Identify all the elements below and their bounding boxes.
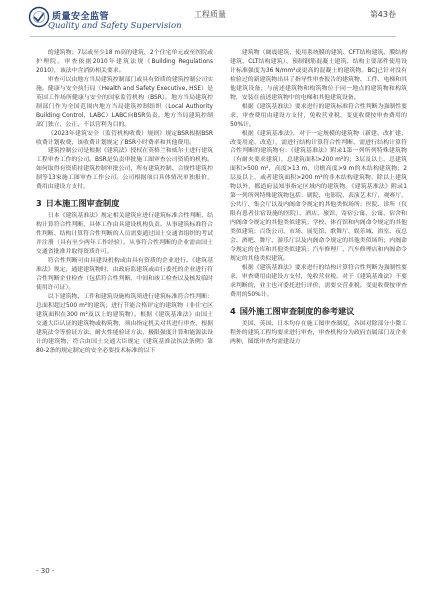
body-paragraph: 以下建筑物、工件和建筑设施构筑须进行建筑标准符合性判断：总面积超过500 m²的建筑；进行节能合格评定的建筑物（非住宅区建筑面积在300 m²及以上的建筑物）。根据《建筑基准法》由国土交通大臣认证的建筑物或构筑物，须由指定机关对其进行审查，根据建筑法令等验证方法、耐火性能验证方法、极限强度计算和能源法设计的建筑物，符合由国土交通大臣规定《建筑基准法执法条例》第80-2条的规定制定的安全必要技术标准的以下 [36,293,213,354]
body-paragraph: 的建筑物；7层或至少18 m高的建筑，2个住宅单元或至医院或护理院。审查依据2010年建筑法规《Building Regulations 2010》，该法中含消防相关要求。 [36,50,213,74]
body-paragraph: 建筑物（阔震建筑、使用系统膜的建筑、CFT结构建筑、膜结构建筑、CLT结构建筑）、预制钢筋混凝土建筑、结构主要部件使用设计标准强度为36 N/mm²或更高的混凝土的建筑物。BCJ已针对没有检验过的新建筑物出具了指导性审查报告的建筑物、工件、电梯和其他建筑设备；与前述建筑物和构筑物位于同一地点的建筑物和构筑物，安装在前述建筑物中的电梯和其他建筑设备。 [230,50,407,101]
body-paragraph: 日本《建筑基准法》规定相关建筑应进行建筑标准合性判断、结构计算符合性判断，具体工作由具建设机构负责。从事建筑标准符合性判断、结构计算符合性判断的人员需要通过国土交通省组织的考试并注册（具有至少两年工作经验）。从事符合性判断的企业需由国土交通省批准并取得资质许可。 [36,213,213,256]
section-number: 3 [36,198,42,209]
journal-logo-icon [28,6,50,28]
body-paragraph: 《2023年建筑安全（监管机构收费）规则》规定BSR根据BSR收费计划收费，该收费计划规定了BSR小时费率和其他费用。 [36,130,213,146]
volume-number: 第43卷 [369,10,396,19]
body-paragraph: 根据《建筑基准法》，对于一定规模的建筑物（新建、改扩建、改变用途、改造），需进行结构计算符合性判断。需进行结构计算符合性判断的建筑物有：《建筑基准法》附录1第一列所列特殊建筑物（有耐火要求建筑），总建筑面积>200 m²的；3层及以上，总建筑面积>500 m²，高度>13 m，房檐高度>9 m的木结构建筑物；2层及以上，或者建筑面积>200 m²的非木结构建筑物。除以上建筑物以外，都道府县知事指定区域内的建筑物。《建筑基准法》附录1第一列所列特殊建筑物包括：剧院、电影院、表演艺术厅、观赛厅、公共厅、集会厅以及内阁命令规定的其他类似场所；医院、诊所（仅限有患者住宿设施的医院）、酒店、旅馆、寄宿公寓、公寓、宿舍和内阁命令规定的其他类似建筑；学校、体育馆和内阁命令规定的其他类似建筑；百货公司、市场、展览馆、歌舞厅、娱乐城、浴室、夜总会、酒吧、舞厅、游乐厅以及内阁命令规定的其他类似场所；内阁命令规定的仓库和其他类似建筑；汽车修理厂、汽车修理店和内阁命令规定的其他类似建筑。 [230,130,407,262]
body-paragraph: 符合性判断可由具建设机构或由具有资质的企业进行。《建筑基准法》规定，通建建筑物时，由政府监建筑或由行委托的企业进行符合性判断企业检查（包括符合性判断、中间和竣工检查以及核发临时使用许可证）。 [36,258,213,291]
section-number: 4 [230,305,236,316]
page-number: - 30 - [36,567,55,575]
journal-title-chinese: 质量安全监管 [52,12,110,22]
left-text-column [36,49,213,356]
body-paragraph: 根据《建筑基准法》要求进行的建筑标准符合性判断为强制性要求，审查费用由建设方支付，免收营业税，变更收费按审查费用的50%计。 [230,103,407,128]
section-heading-text: 日本施工图审查制度 [45,198,120,209]
journal-title-english: Quality and Safety Supervision [48,21,182,31]
right-text-column [230,49,407,347]
body-paragraph: 美国、英国、日本均存在施工图审查制度，各国对除部分小微工程外的建筑工程均要求进行审查，审查机构分为政府直属部门及企业两种，图纸审查均需建设方 [230,320,407,345]
body-paragraph: 审查可以由地方当局建筑控制部门或具有资质的建筑控制公司实施。健康与安全执行局（Health and Safety Executive, HSE）是英国工作场所健康与安全的国家监管机构（BSR）。地方当局建筑控制部门作为全国范围内地方当局建筑控制组织（Local Authority Building Control，LABC）LABC向BSR负责。地方当局建筑控制部门独立、公正、不以营利为目的。 [36,76,213,128]
page-header [0,0,427,40]
section-heading-text: 国外施工图审查制度的参考建议 [239,305,355,316]
section-name: 工程质量 [194,10,226,19]
body-paragraph: 根据《建筑基准法》要求进行的结构计算符合性判断为强制性要求，审查费用由建设方支付，免收营业税。对于《建筑基准法》不要求判断的，业主也可委托进行评价，需要交营业税。变更收费按审查费用的50%计。 [230,264,407,298]
header-divider [30,36,396,37]
body-paragraph: 建筑控制公司是根据《建筑法》授权在英格兰和威尔士进行建筑工程审查工作的公司。BSR是负责审批施工图审查公司资质的机构。如何取得有资质持建筑控制审批公司，所有建筑控制、合规性建筑控制等13家施工图审查工作公司。公司根据项目具体情况单独报价，费用由建设方支付。 [36,148,213,191]
section-heading [230,306,407,316]
section-heading [36,198,213,208]
